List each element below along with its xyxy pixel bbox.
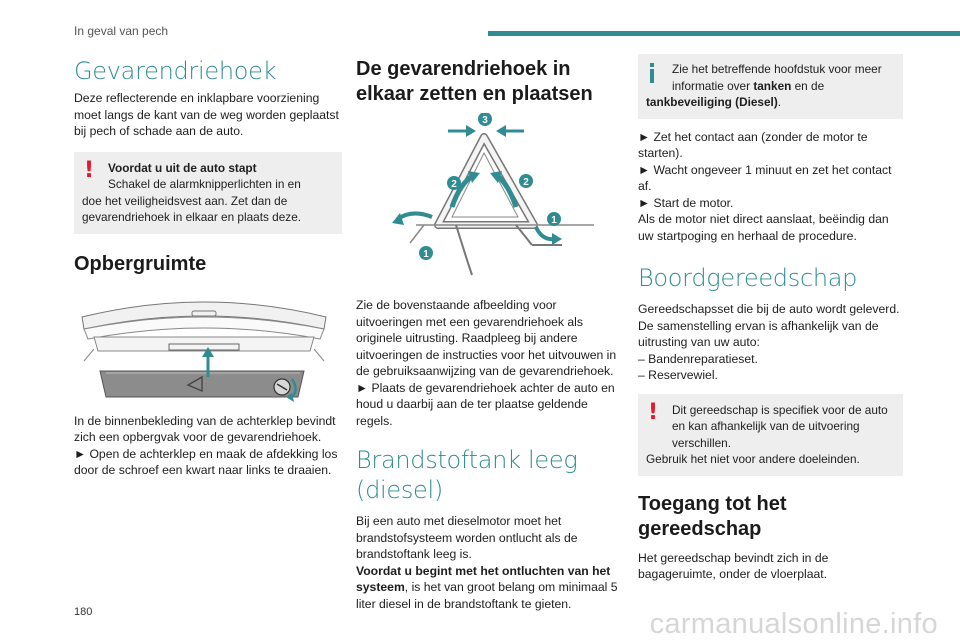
callout-1-right: 1 [551,215,557,226]
tailgate-storage-illustration [74,291,342,403]
storage-step: ► Open de achterklep en maak de afdekking los door de schroef een kwart naar links te draaien. [74,446,338,477]
fuel-step-item: ► Start de motor. [638,195,734,210]
info-bold-tanken: tanken [753,78,792,93]
section-title-triangle-assembly: De gevarendriehoek in elkaar zetten en plaatsen [356,58,593,105]
tools-item: – Reservewiel. [638,368,718,382]
callout-1-left: 1 [423,249,429,260]
warning-title: Voordat u uit de auto stapt [108,160,257,175]
section-title-boordgereedschap: Boordgereedschap [638,264,858,292]
triangle-paragraph: Zie de bovenstaande afbeelding voor uitvoeringen met een gevarendriehoek als originele uitrusting. Raadpleeg bij andere uitvoeringen de instructies voor het uitvouwen in de gebruiksaanwijzing van de gevarendriehoek. [356,298,617,378]
warning-text-line: Schakel de alarmknipperlichten in en [108,177,301,191]
callout-2-right: 2 [523,177,529,188]
tools-item: – Bandenreparatieset. [638,351,758,366]
info-icon [650,63,654,83]
fuel-rest-text: , is het van groot belang om minimaal 5 liter diesel in de brandstoftank te gieten. [356,580,618,611]
section-title-fuel-empty: Brandstoftank leeg (diesel) [356,446,578,504]
warning-box [74,152,342,234]
info-bold-tankbeveiliging: tankbeveiliging (Diesel) [646,95,778,109]
tools-warning-text-2: Gebruik het niet voor andere doeleinden. [646,452,860,466]
warning-icon: ! [84,157,95,183]
fuel-step-item: ► Zet het contact aan (zonder de motor te starten). [638,129,868,160]
fuel-steps-list [638,129,903,245]
tools-warning-box [638,394,903,476]
fuel-after-steps: Als de motor niet direct aanslaat, beëindig dan uw startpoging en herhaal de procedure. [638,212,889,243]
tools-warning-text: Dit gereedschap is specifiek voor de auto en kan afhankelijk van de uitvoering verschillen. [672,402,888,450]
warning-text: doe het veiligheidsvest aan. Zet dan de gevarendriehoek in elkaar en plaats deze. [82,193,302,224]
callout-2-left: 2 [451,179,457,190]
access-paragraph: Het gereedschap bevindt zich in de bagageruimte, onder de vloerplaat. [638,550,829,581]
warning-icon: ! [648,399,659,425]
subsection-title-toegang: Toegang tot het gereedschap [638,492,787,540]
column-left [74,54,342,479]
watermark: carmanualsonline.info [649,608,938,640]
fuel-paragraph: Bij een auto met dieselmotor moet het brandstofsysteem worden ontlucht als de brandstoftank leeg is. [356,514,578,561]
column-middle [356,54,618,612]
info-box: Zie het betreffende hoofdstuk voor meer informatie over tanken en de tankbeveiliging (Diesel). [638,54,903,119]
storage-paragraph: In de binnenbekleding van de achterklep bevindt zich een opbergvak voor de gevarendriehoek. [74,413,336,444]
column-right [638,54,903,583]
subsection-title-opbergruimte: Opbergruimte [74,252,207,275]
warning-triangle-assembly-illustration [356,113,618,291]
tools-paragraph: Gereedschapsset die bij de auto wordt geleverd. De samenstelling ervan is afhankelijk van de uitrusting van uw auto: [638,302,900,349]
page-number: 180 [74,606,93,618]
callout-3: 3 [482,115,488,126]
fuel-step-item: ► Wacht ongeveer 1 minuut en zet het contact af. [638,162,892,193]
triangle-step: ► Plaats de gevarendriehoek achter de auto en houd u daarbij aan de ter plaatse geldende regels. [356,380,615,428]
section-title-gevarendriehoek: Gevarendriehoek [74,57,277,85]
intro-paragraph: Deze reflecterende en inklapbare voorziening moet langs de kant van de weg worden geplaatst bij pech of schade aan de auto. [74,91,339,138]
fuel-important [356,563,618,613]
running-header: In geval van pech [74,24,169,38]
header-accent-bar [488,31,960,36]
fuel-bold-text: Voordat u begint met het ontluchten van het systeem [356,563,611,594]
